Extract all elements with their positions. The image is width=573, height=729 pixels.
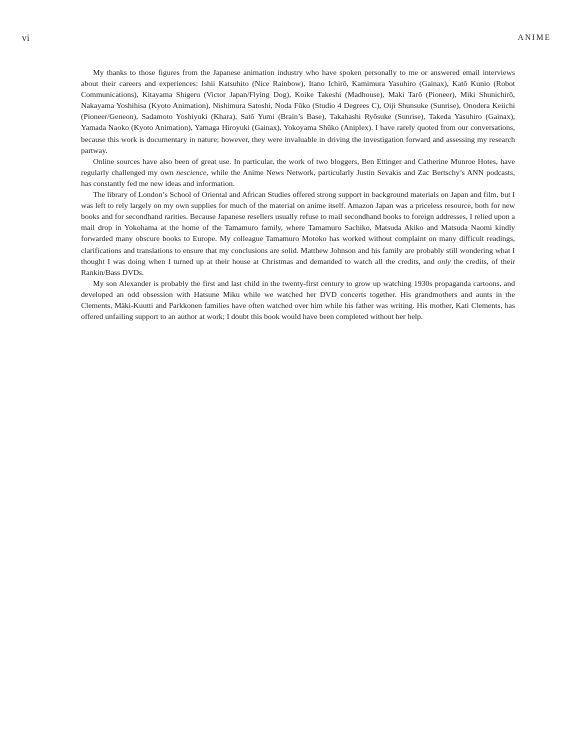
paragraph-industry-thanks: My thanks to those figures from the Japanese animation industry who have spoken personally to me or answered email interviews about their careers and experiences: Ishii Katsuhito (Nice Rainbow), Itano Ichirō, Kamimura Yasuhiro (Gainax), Katō Kunio (Robot Communications), Kitayama Shigeru (Victor Japan/Flying Dog), Koike Takeshi (Madhouse), Maki Tarō (Pioneer), Miki Shunichirō, Nakayama Yoshihisa (Kyoto Animation), Nishimura Satoshi, Noda Fūko (Studio 4 Degrees C), Oiji Shunsuke (Sunrise), Onodera Keiichi (Pioneer/Geneon), Sadamoto Yoshiyuki (Khara), Satō Yumi (Brain’s Base), Takahashi Ryōsuke (Sunrise), Takeda Yasuhiro (Gainax), Yamada Naoko (Kyoto Animation), Yamaga Hiroyuki (Gainax), Yokoyama Shūko (Aniplex). I have rarely quoted from our conversations, because this work is documentary in nature; however, they were invaluable in driving the investigation forward and assessing my research partway. [81,68,515,155]
paragraph-online-sources [81,156,515,189]
paragraph-online-sources-part-2: , while the Anime News Network, particularly Justin Sevakis and Zac Bertschy’s ANN podcasts, has constantly fed me new ideas and information. [81,167,515,188]
page-number: vi [22,33,30,43]
emphasis-nescience: nescience [176,167,207,177]
paragraph-online-sources-part-1: Online sources have also been of great use. In particular, the work of two bloggers, Ben Ettinger and Catherine Munroe Hotes, have regularly challenged my own [81,156,515,177]
paragraph-library-support-part-1: The library of London’s School of Oriental and African Studies offered strong support in background materials on Japan and film, but I was left to rely largely on my own supplies for much of the material on anime itself. Amazon Japan was a priceless resource, both for new books and for secondhand rarities. Because Japanese resellers usually refuse to mail secondhand books to foreign addresses, I relied upon a mail drop in Yokohama at the home of the Tamamuro family, where Tamamuro Sachiko, Matsuda Akiko and Matsuda Naomi kindly forwarded many obscure books to Europe. My colleague Tamamuro Motoko has worked without complaint on many difficult readings, clarifications and translations to ensure that my conclusions are solid. Matthew Johnson and his family are probably still wondering what I thought I was doing when I turned up at their house at Christmas and demanded to watch all the credits, and [81,190,515,266]
acknowledgements-text [81,67,515,322]
paragraph-library-support-part-2: the credits, of their Rankin/Bass DVDs. [81,256,515,277]
paragraph-library-support [81,189,515,278]
paragraph-family-thanks: My son Alexander is probably the first and last child in the twenty-first century to grow up watching 1930s propaganda cartoons, and developed an odd obsession with Hatsune Miku while we watched her DVD concerts together. His grandmothers and aunts in the Clements, Mäki-Kuutti and Parkkonen families have often watched over him while his father was writing. His mother, Kati Clements, has offered unfailing support to an author at work; I doubt this book would have been completed without her help. [81,278,515,322]
running-head: ANIME [517,33,551,42]
emphasis-only: only [437,256,451,266]
